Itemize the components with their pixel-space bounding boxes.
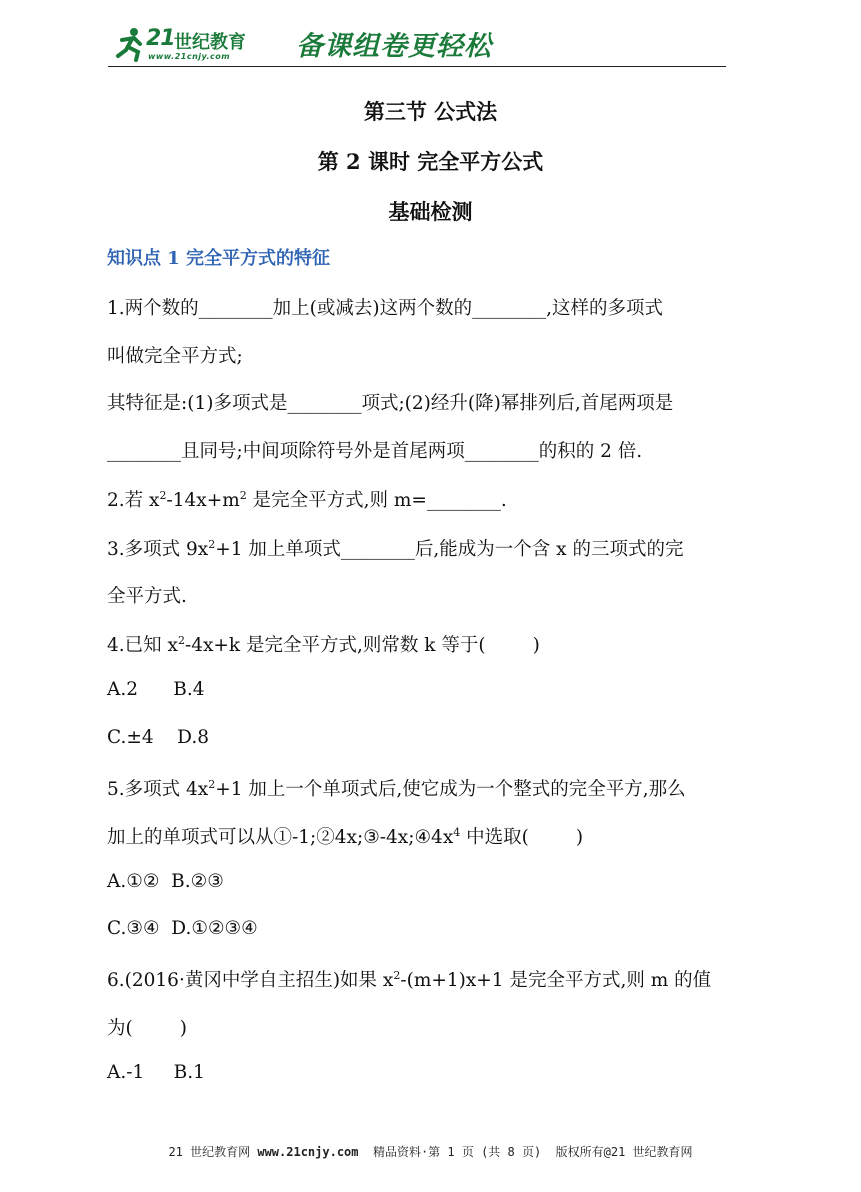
question-6-line-2: 为( ) [107,1018,187,1039]
page-header [108,22,726,70]
lesson-title: 第 2 课时 完全平方公式 [317,149,544,174]
header-slogan: 备课组卷更轻松 [296,31,492,62]
knowledge-point-heading: 知识点 1 完全平方式的特征 [107,248,331,269]
runner-logo-icon [112,26,148,62]
logo-url: www.21cnjy.com [148,52,231,61]
part-title: 基础检测 [388,199,473,224]
logo-number: 21 [146,26,175,51]
logo-text: 世纪教育 [174,32,246,53]
question-1-line-1: 1.两个数的________加上(或减去)这两个数的________,这样的多项式 [107,298,663,319]
question-5-line-2: 加上的单项式可以从$①-1;②4x;③-4x;④4x^4$ 中选取( ) [107,825,584,848]
page-footer: 21 世纪教育网 www.21cnjy.com 精品资料·第 1 页 (共 8 页) 版权所有@21 世纪教育网 [168,1145,693,1159]
question-1-line-3: 其特征是:(1)多项式是________项式;(2)经升(降)幂排列后,首尾两项是 [107,393,674,414]
section-title: 第三节 公式法 [363,99,498,124]
question-5-options-cd: C.③④ D.①②③④ [107,918,258,939]
question-1-line-2: 叫做完全平方式; [107,346,243,367]
question-5-line-1: 5.多项式 $4x^2+1$ 加上一个单项式后,使它成为一个整式的完全平方,那么 [107,777,686,800]
question-3-line-2: 全平方式. [107,586,187,607]
footer-url[interactable]: www.21cnjy.com [257,1145,359,1159]
question-5-options-ab: A.①② B.②③ [107,871,224,892]
question-6-line-1: 6.(2016·黄冈中学自主招生)如果 $x^2-(m+1)x+1$ 是完全平方式,则 m 的值 [107,968,712,991]
question-4: 4.已知 $x^2-4x+k$ 是完全平方式,则常数 k 等于( ) [107,633,540,656]
question-4-options-cd: C.±4 D.8 [107,727,209,748]
question-4-options-ab: A.2 B.4 [107,679,205,700]
question-1-line-4: ________且同号;中间项除符号外是首尾两项________的积的 2 倍. [107,441,643,462]
header-rule [108,66,726,67]
question-6-options-ab: A.-1 B.1 [107,1062,205,1083]
question-2: 2.若 $x^2-14x+m^2$ 是完全平方式,则 m=________. [107,488,507,511]
question-3-line-1: 3.多项式 $9x^2+1$ 加上单项式________后,能成为一个含 x 的三项式的完 [107,537,684,560]
